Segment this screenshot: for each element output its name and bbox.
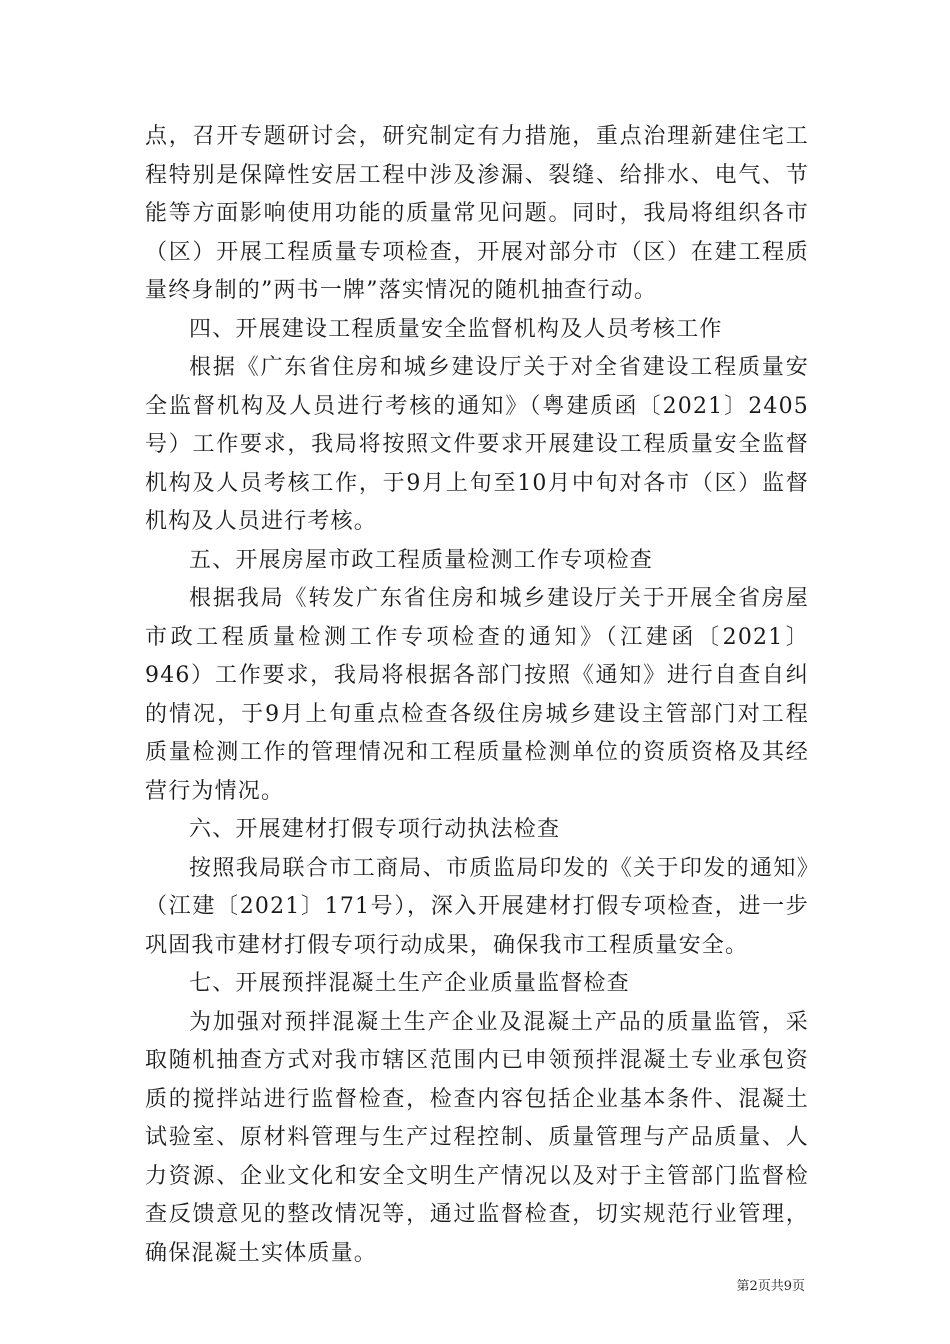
paragraph-3: 根据我局《转发广东省住房和城乡建设厅关于开展全省房屋市政工程质量检测工作专项检查的通知》（江建函〔2021〕946）工作要求，我局将根据各部门按照《通知》进行自查自纠的情况，于9月上旬重点检查各级住房城乡建设主管部门对工程质量检测工作的管理情况和工程质量检测单位的资质资格及其经营行为情况。 (145, 586, 809, 804)
paragraph-4: 按照我局联合市工商局、市质监局印发的《关于印发的通知》（江建〔2021〕171号），深入开展建材打假专项检查，进一步巩固我市建材打假专项行动成果，确保我市工程质量安全。 (145, 855, 809, 958)
section-heading-6: 六、开展建材打假专项行动执法检查 (189, 817, 561, 842)
paragraph-5: 为加强对预拌混凝土生产企业及混凝土产品的质量监管，采取随机抽查方式对我市辖区范围内已申领预拌混凝土专业承包资质的搅拌站进行监督检查，检查内容包括企业基本条件、混凝土试验室、原材料管理与生产过程控制、质量管理与产品质量、人力资源、企业文化和安全文明生产情况以及对于主管部门监督检查反馈意见的整改情况等，通过监督检查，切实规范行业管理，确保混凝土实体质量。 (145, 1009, 809, 1266)
section-heading-7: 七、开展预拌混凝土生产企业质量监督检查 (189, 971, 630, 996)
paragraph-2: 根据《广东省住房和城乡建设厅关于对全省建设工程质量安全监督机构及人员进行考核的通知》（粤建质函〔2021〕2405号）工作要求，我局将按照文件要求开展建设工程质量安全监督机构及人员考核工作，于9月上旬至10月中旬对各市（区）监督机构及人员进行考核。 (145, 355, 809, 534)
paragraph-1: 点，召开专题研讨会，研究制定有力措施，重点治理新建住宅工程特别是保障性安居工程中涉及渗漏、裂缝、给排水、电气、节能等方面影响使用功能的质量常见问题。同时，我局将组织各市（区）开展工程质量专项检查，开展对部分市（区）在建工程质量终身制的”两书一牌”落实情况的随机抽查行动。 (145, 124, 809, 303)
section-heading-4: 四、开展建设工程质量安全监督机构及人员考核工作 (189, 316, 723, 342)
document-body (145, 118, 809, 1273)
section-heading-5: 五、开展房屋市政工程质量检测工作专项检查 (189, 547, 654, 573)
page-number: 第2页共9页 (736, 1279, 805, 1294)
